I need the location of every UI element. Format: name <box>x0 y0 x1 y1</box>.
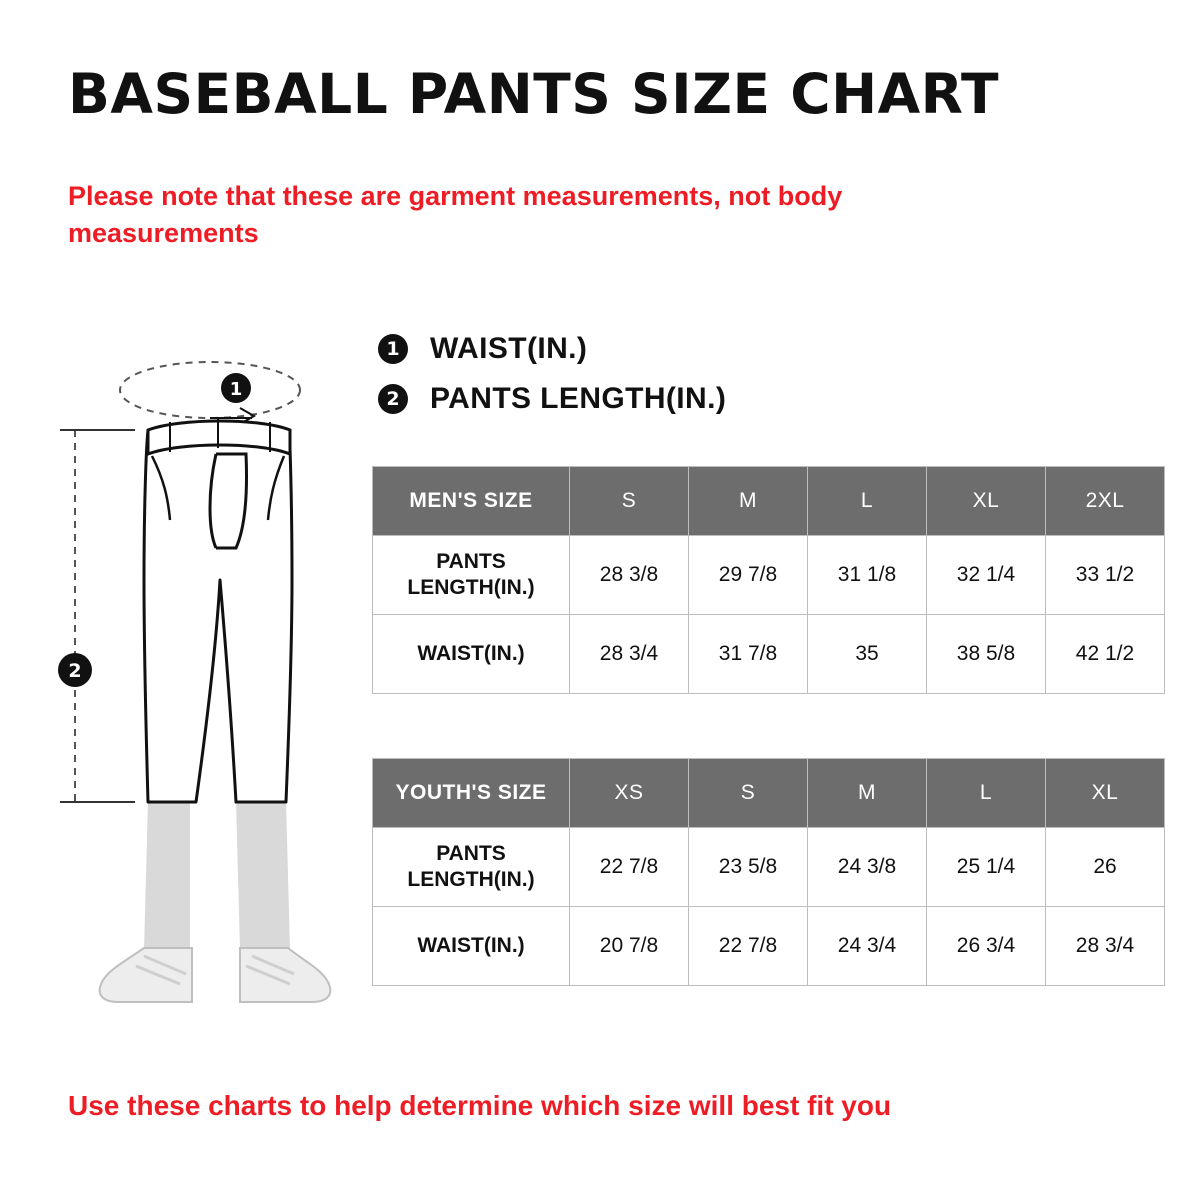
mens-col-l: L <box>808 467 927 536</box>
legend-item-length <box>378 382 898 416</box>
legend-item-waist-label: WAIST(IN.) <box>430 332 588 365</box>
youth-waist-l: 26 3/4 <box>927 907 1046 986</box>
legend-item-length-label: PANTS LENGTH(IN.) <box>430 382 727 415</box>
mens-col-m: M <box>689 467 808 536</box>
mens-size-table <box>372 466 1165 694</box>
youth-waist-xs: 20 7/8 <box>570 907 689 986</box>
mens-col-2xl: 2XL <box>1046 467 1165 536</box>
mens-waist-s: 28 3/4 <box>570 615 689 694</box>
mens-corner-label: MEN'S SIZE <box>373 467 570 536</box>
pants-diagram <box>40 330 370 1010</box>
youth-length-m: 24 3/8 <box>808 828 927 907</box>
youth-row-waist-label: WAIST(IN.) <box>373 907 570 986</box>
legend <box>378 332 898 432</box>
table-header-row <box>373 759 1165 828</box>
youth-col-xs: XS <box>570 759 689 828</box>
youth-size-table <box>372 758 1165 986</box>
youth-corner-label: YOUTH'S SIZE <box>373 759 570 828</box>
mens-col-s: S <box>570 467 689 536</box>
legend-item-waist <box>378 332 898 366</box>
youth-waist-m: 24 3/4 <box>808 907 927 986</box>
youth-waist-xl: 28 3/4 <box>1046 907 1165 986</box>
mens-length-xl: 32 1/4 <box>927 536 1046 615</box>
youth-length-xl: 26 <box>1046 828 1165 907</box>
mens-waist-l: 35 <box>808 615 927 694</box>
mens-waist-xl: 38 5/8 <box>927 615 1046 694</box>
mens-waist-m: 31 7/8 <box>689 615 808 694</box>
youth-col-l: L <box>927 759 1046 828</box>
mens-length-s: 28 3/8 <box>570 536 689 615</box>
youth-length-xs: 22 7/8 <box>570 828 689 907</box>
mens-length-m: 29 7/8 <box>689 536 808 615</box>
svg-text:1: 1 <box>229 379 243 400</box>
table-row <box>373 615 1165 694</box>
page-title: BASEBALL PANTS SIZE CHART <box>68 62 1000 126</box>
measurement-note: Please note that these are garment measurements, not body measurements <box>68 181 843 248</box>
marker-two-icon: 2 <box>378 384 408 414</box>
table-row <box>373 828 1165 907</box>
svg-text:2: 2 <box>68 660 82 682</box>
table-row <box>373 907 1165 986</box>
youth-length-l: 25 1/4 <box>927 828 1046 907</box>
youth-col-m: M <box>808 759 927 828</box>
mens-length-l: 31 1/8 <box>808 536 927 615</box>
mens-row-length-label: PANTS LENGTH(IN.) <box>373 536 570 615</box>
footer-note: Use these charts to help determine which size will best fit you <box>68 1090 892 1121</box>
marker-one-icon: 1 <box>378 334 408 364</box>
youth-waist-s: 22 7/8 <box>689 907 808 986</box>
mens-row-waist-label: WAIST(IN.) <box>373 615 570 694</box>
mens-col-xl: XL <box>927 467 1046 536</box>
table-header-row <box>373 467 1165 536</box>
mens-waist-2xl: 42 1/2 <box>1046 615 1165 694</box>
mens-length-2xl: 33 1/2 <box>1046 536 1165 615</box>
youth-length-s: 23 5/8 <box>689 828 808 907</box>
youth-col-xl: XL <box>1046 759 1165 828</box>
youth-col-s: S <box>689 759 808 828</box>
youth-row-length-label: PANTS LENGTH(IN.) <box>373 828 570 907</box>
table-row <box>373 536 1165 615</box>
